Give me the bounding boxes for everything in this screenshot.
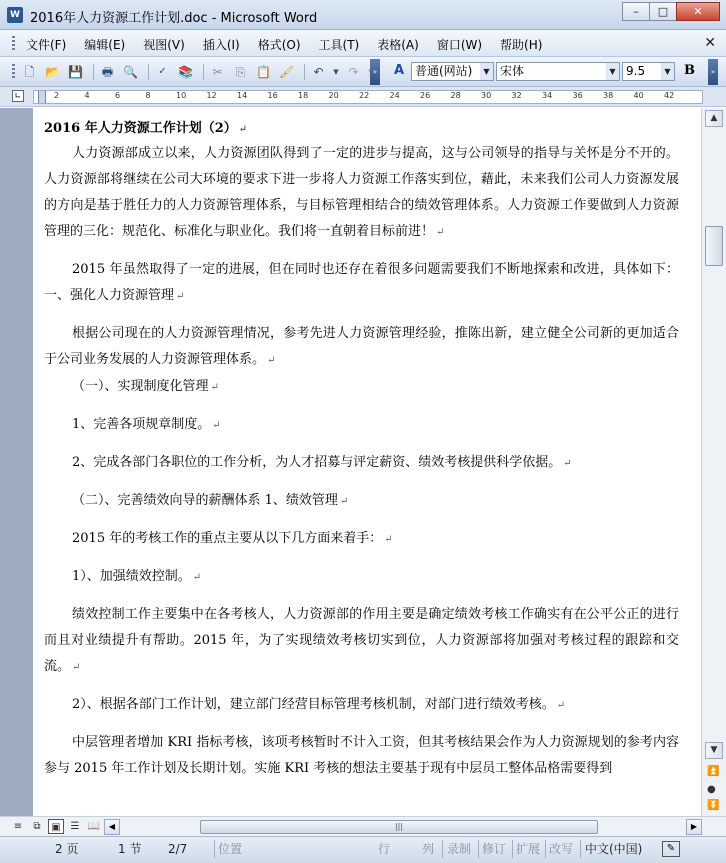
open-folder-icon[interactable]: 📂 [45,65,60,79]
normal-view-icon[interactable]: ≡ [13,821,23,832]
font-size-select[interactable] [622,62,675,81]
paragraph-mark: ↵ [72,662,81,673]
status-position[interactable]: 位置 [218,842,243,856]
view-buttons [10,819,105,834]
paragraph-text: 2、完成各部门各职位的工作分析，为人才招募与评定薪资、绩效考核提供科学依据。 [72,455,562,470]
new-document-icon[interactable]: 🗋 [24,65,35,79]
paragraph-text: 中层管理者增加 KRI 指标考核，该项考核暂时不计入工资，但其考核结果会作为人力资源规划的参考内容参与 2015 年工作计划及长期计划。实施 KRI 考核的想法主要基于现有中层员工整体品格需要得到 [44,735,679,776]
status-revision[interactable]: 修订 [482,842,507,856]
document-close-icon[interactable]: ✕ [704,35,716,51]
ruler-tick-label: 38 [603,91,614,100]
paragraph-text: 根据公司现在的人力资源管理情况，参考先进人力资源管理经验，推陈出新，建立健全公司新的更加适合于公司业务发展的人力资源管理体系。 [44,326,679,367]
spelling-icon[interactable]: ✓ [158,66,167,77]
chevron-down-icon[interactable]: ▼ [661,63,674,80]
toolbar-grip-icon[interactable] [12,64,15,79]
format-painter-icon[interactable]: 🖌 [278,65,295,79]
document-body [44,141,679,782]
status-line[interactable]: 行 [378,842,391,856]
chevron-down-icon[interactable]: ▼ [480,63,493,80]
previous-page-icon[interactable]: ⏫ [707,766,720,777]
status-divider [545,840,546,858]
status-bar [0,836,726,863]
status-extend[interactable]: 扩展 [516,842,541,856]
ruler-tick-label: 20 [328,91,339,100]
document-paragraph [44,321,679,374]
menu-tools[interactable]: 工具(T) [318,38,360,52]
minimize-button[interactable]: – [622,2,650,21]
toolbar-separator [304,64,305,80]
cut-icon[interactable]: ✂ [212,65,223,79]
paragraph-mark: ↵ [210,382,219,393]
document-paragraph [44,257,679,310]
document-area [0,108,701,816]
status-page[interactable]: 2 页 [55,842,79,856]
toolbar-overflow-icon[interactable]: » [708,59,718,85]
menu-format[interactable]: 格式(O) [257,38,301,52]
indent-marker[interactable] [38,90,46,104]
scroll-down-icon[interactable]: ▼ [705,742,723,759]
horizontal-scroll-thumb[interactable]: ||| [200,820,598,834]
paragraph-mark: ↵ [176,291,185,302]
status-divider [580,840,581,858]
document-paragraph [44,730,679,782]
toolbar-buttons [20,63,379,81]
scroll-right-icon[interactable]: ▶ [686,819,702,835]
paragraph-text: （一）、实现制度化管理 [72,379,209,394]
status-language[interactable]: 中文(中国) [585,842,643,856]
font-select[interactable] [496,62,620,81]
close-button[interactable]: ✕ [676,2,720,21]
ruler-tick-label: 8 [145,91,151,100]
word-document-icon: W [7,7,23,23]
ruler-tick-label: 6 [115,91,121,100]
menu-window[interactable]: 窗口(W) [436,38,483,52]
document-paragraph [44,526,679,553]
redo-icon[interactable]: ↷ [348,65,359,79]
toolbar-separator [93,64,94,80]
font-select-value: 宋体 [500,64,525,78]
ruler-tick-label: 40 [633,91,644,100]
ruler-tick-label: 12 [206,91,217,100]
ruler-tick-label: 18 [298,91,309,100]
menu-help[interactable]: 帮助(H) [500,38,543,52]
document-paragraph [44,564,679,591]
paragraph-text: 2）、根据各部门工作计划，建立部门经营目标管理考核机制，对部门进行绩效考核。 [72,697,555,712]
paragraph-mark: ↵ [238,124,248,135]
undo-icon[interactable]: ↶ [313,65,324,79]
menu-bar [0,30,726,57]
status-column[interactable]: 列 [422,842,435,856]
document-paragraph [44,488,679,515]
status-section[interactable]: 1 节 [118,842,142,856]
paragraph-mark: ↵ [267,355,276,366]
document-paragraph [44,602,679,681]
undo-dropdown-icon[interactable]: ▼ [333,68,339,76]
status-record[interactable]: 录制 [447,842,472,856]
paragraph-mark: ↵ [192,572,202,583]
reading-layout-icon[interactable]: 📖 [87,821,101,832]
ruler-tick-label: 26 [420,91,431,100]
font-size-value: 9.5 [626,64,646,78]
tab-selector-icon[interactable]: ∟ [12,90,24,102]
paragraph-text: （二）、完善绩效向导的薪酬体系 1、绩效管理 [72,493,338,508]
toolbar-separator [203,64,204,80]
ruler-tick-label: 30 [481,91,492,100]
title-bar [0,0,726,30]
paragraph-text: 2015 年的考核工作的重点主要从以下几方面来着手： [72,531,383,546]
ruler-tick-label: 28 [450,91,461,100]
paragraph-text: 人力资源部成立以来，人力资源团队得到了一定的进步与提高，这与公司领导的指导与关怀是分不开的。人力资源部将继续在公司大环境的要求下进一步将人力资源工作落实到位，藉此，未来我们公司人力资源发展的方向是基于胜任力的人力资源管理体系，与目标管理相结合的绩效管理体系。人力资源工作要做到人力资源管理的三化：规范化、标准化与职业化。我们将一直朝着目标前进！ [44,146,679,239]
paste-icon[interactable]: 📋 [256,65,271,79]
styles-and-formatting-icon[interactable]: A [394,63,405,78]
window-title: 2016年人力资源工作计划.doc - Microsoft Word [30,11,318,26]
ruler-tick-label: 42 [664,91,675,100]
document-paragraph [44,141,679,246]
window-controls [623,2,720,21]
horizontal-scrollbar-row [0,816,726,836]
status-overtype[interactable]: 改写 [549,842,574,856]
paragraph-mark: ↵ [563,458,572,469]
chevron-down-icon[interactable]: ▼ [606,63,619,80]
ruler-tick-label: 32 [511,91,522,100]
horizontal-ruler[interactable] [33,90,703,104]
ruler-tick-label: 14 [237,91,248,100]
menu-table[interactable]: 表格(A) [377,38,419,52]
paragraph-mark: ↵ [436,227,445,238]
status-divider [442,840,443,858]
paragraph-mark: ↵ [556,700,566,711]
paragraph-text: 绩效控制工作主要集中在各考核人，人力资源部的作用主要是确定绩效考核工作确实有在公平公正的进行而且对业绩提升有帮助。2015 年，为了实现绩效考核切实到位，人力资源部将加强对考核过程的跟踪和交流。 [44,607,679,674]
ruler-tick-label: 34 [542,91,553,100]
next-page-icon[interactable]: ⏬ [707,800,720,811]
style-select-value: 普通(网站) [415,64,473,78]
menu-view[interactable]: 视图(V) [143,38,185,52]
horizontal-scrollbar[interactable] [104,819,702,835]
vertical-scrollbar[interactable] [701,108,726,816]
print-layout-icon[interactable]: ▣ [48,819,64,834]
status-divider [478,840,479,858]
ruler-bar [0,87,726,107]
menubar-grip-icon[interactable] [12,36,15,51]
paragraph-text: 2015 年虽然取得了一定的进展，但在同时也还存在着很多问题需要我们不断地探索和改进，具体如下：一、强化人力资源管理 [44,262,679,303]
paragraph-mark: ↵ [339,496,349,507]
vertical-scroll-thumb[interactable] [705,226,723,266]
status-divider [512,840,513,858]
ruler-tick-label: 24 [389,91,400,100]
print-icon[interactable]: 🖶 [101,65,114,79]
copy-icon[interactable]: ⎘ [235,65,246,79]
ruler-tick-label: 2 [54,91,60,100]
style-select[interactable] [411,62,494,81]
document-paragraph [44,450,679,477]
document-paragraph [44,692,679,719]
spelling-status-icon[interactable]: ✎ [662,841,680,857]
menu-insert[interactable]: 插入(I) [202,38,240,52]
paragraph-mark: ↵ [212,420,221,431]
paragraph-mark: ↵ [384,534,393,545]
page-content [44,118,679,793]
toolbar-overflow-icon[interactable]: » [370,59,380,85]
document-paragraph [44,374,679,401]
menu-edit[interactable]: 编辑(E) [84,38,126,52]
ruler-tick-label: 22 [359,91,370,100]
scroll-left-icon[interactable]: ◀ [104,819,120,835]
bold-button[interactable]: B [684,63,695,78]
maximize-button[interactable]: □ [649,2,677,21]
document-page[interactable] [33,108,701,816]
document-paragraph [44,412,679,439]
menu-file[interactable]: 文件(F) [26,38,67,52]
document-heading: 2016 年人力资源工作计划（2） ↵ [44,121,248,136]
ruler-tick-label: 16 [267,91,278,100]
paragraph-text: 1）、加强绩效控制。 [72,569,191,584]
outline-view-icon[interactable]: ☰ [70,821,80,832]
print-preview-icon[interactable]: 🔍 [123,65,138,79]
status-divider [214,840,215,858]
save-icon[interactable]: 💾 [68,65,83,79]
scroll-up-icon[interactable]: ▲ [705,110,723,127]
web-layout-icon[interactable]: ⧉ [33,821,41,832]
research-icon[interactable]: 📚 [178,65,193,79]
standard-toolbar [0,57,726,87]
paragraph-text: 1、完善各项规章制度。 [72,417,211,432]
browse-object-icon[interactable]: ● [707,784,716,795]
ruler-tick-label: 10 [176,91,187,100]
ruler-tick-label: 4 [84,91,90,100]
toolbar-separator [148,64,149,80]
menu-items [26,36,560,53]
status-page-of[interactable]: 2/7 [168,842,188,856]
ruler-tick-label: 36 [572,91,583,100]
